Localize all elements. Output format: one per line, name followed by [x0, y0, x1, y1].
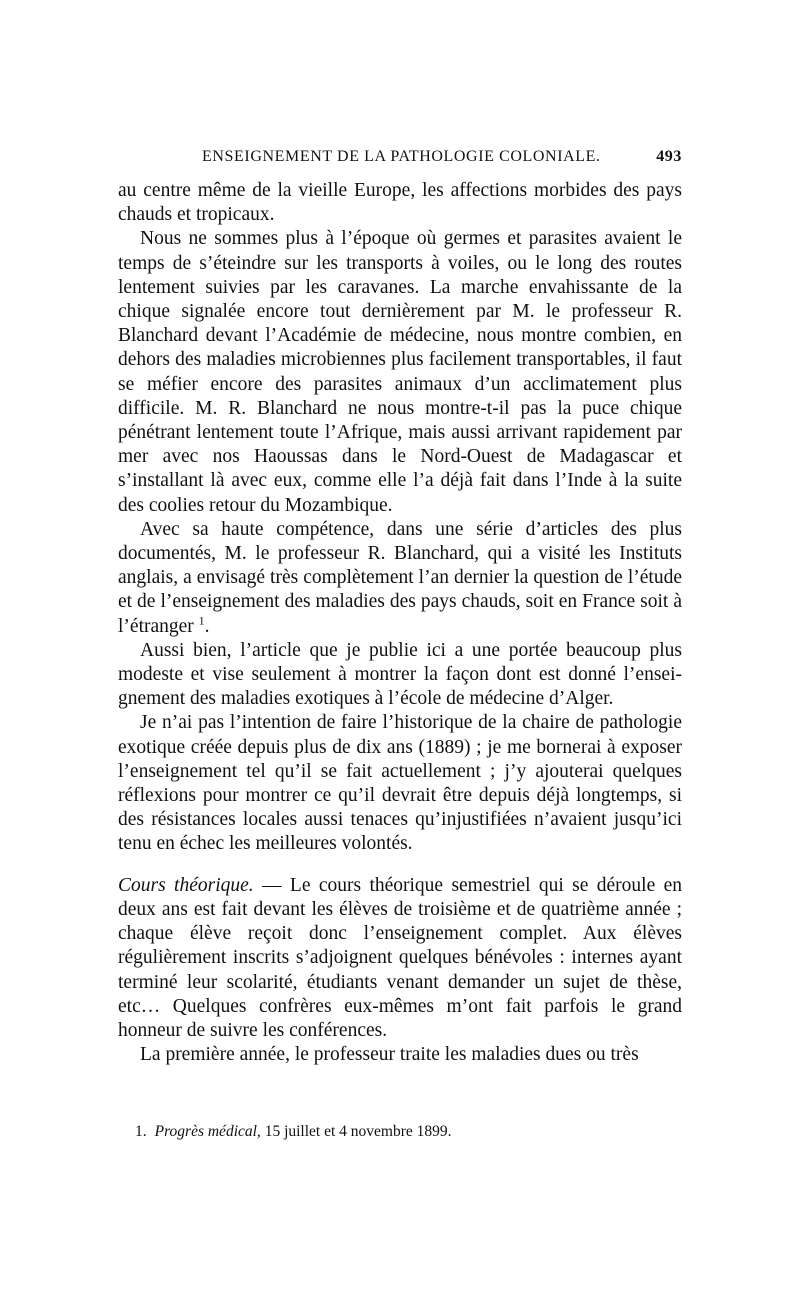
paragraph-blanchard-end: . — [204, 615, 210, 637]
paragraph-cours-text: — Le cours théorique semestriel qui se déroule en deux ans est fait devant les élèves de troisième et de quatrième année ; chaque élève reçoit donc l’enseignement complet. Aux élèves régulièrement inscrits s’adjoignent quelques bénévoles : internes ayant terminé leur scolarité, étudiants venant demander un sujet de thèse, etc… Quelques confrères eux-mêmes m’ont fait parfois le grand honneur de suivre les conférences. — [118, 874, 683, 1041]
paragraph-blanchard-text: Avec sa haute compétence, dans une série d’articles des plus documentés, M. le professeur R. Blanchard, qui a visité les Instituts anglais, a envisagé très complètement l’an dernier la question de l’étude et de l’enseignement des maladies des pays chauds, soit en France soit à l’étranger — [118, 518, 682, 637]
running-head — [118, 148, 682, 172]
paragraph-purpose: Aussi bien, l’article que je publie ici a une portée beaucoup plus modeste et vise seulement à montrer la façon dont est donné l’enseignement des maladies exotiques à l’école de médecine d’Alger. — [118, 639, 682, 710]
paragraph-continuation: au centre même de la vieille Europe, les affections morbides des pays chauds et tropicaux. — [118, 180, 682, 226]
footnote-reference[interactable]: 1 — [198, 613, 205, 628]
footnote — [135, 1122, 682, 1142]
footnote-text: 15 juillet et 4 novembre 1899. — [260, 1123, 452, 1140]
footnote-marker: 1. — [135, 1123, 147, 1140]
page-number: 493 — [656, 148, 682, 165]
running-title: ENSEIGNEMENT DE LA PATHOLOGIE COLONIALE. — [202, 148, 601, 165]
body-text — [118, 179, 682, 1067]
section-heading: Cours théorique. — [118, 874, 254, 896]
paragraph-blanchard — [118, 518, 682, 639]
paragraph-chique: Nous ne sommes plus à l’époque où germes et parasites avaient le temps de s’éteindre sur les transports à voiles, ou le long des routes lentement suivies par les caravanes. La marche envahissante de la chique signalée encore tout dernièrement par M. le professeur R. Blanchard devant l’Académie de médecine, nous montre combien, en dehors des maladies microbiennes plus facilement transportables, il faut se méfier encore des parasites animaux d’un acclimatement plus difficile. M. R. Blanchard ne nous montre-t-il pas la puce chique pénétrant lentement toute l’Afrique, mais aussi arrivant rapidement par mer avec nos Haoussas dans le Nord-Ouest de Madagascar et s’installant là avec eux, comme elle l’a déjà fait dans l’Inde à la suite des coolies retour du Mozambique. — [118, 228, 682, 516]
paragraph-history: Je n’ai pas l’intention de faire l’historique de la chaire de pathologie exotique créée depuis plus de dix ans (1889) ; je me bornerai à exposer l’enseignement tel qu’il se fait actuellement ; j’y ajouterai quelques réflexions pour montrer ce qu’il devrait être depuis déjà longtemps, si des résistances locales aussi tenaces qu’injustifiées n’avaient jusqu’ici tenu en échec les meilleures volontés. — [118, 712, 682, 855]
footnote-source: Progrès médical, — [154, 1123, 261, 1140]
paragraph-premiere-annee: La première année, le professeur traite les maladies dues ou très — [140, 1044, 639, 1066]
paragraph-cours-theorique — [118, 874, 682, 1043]
